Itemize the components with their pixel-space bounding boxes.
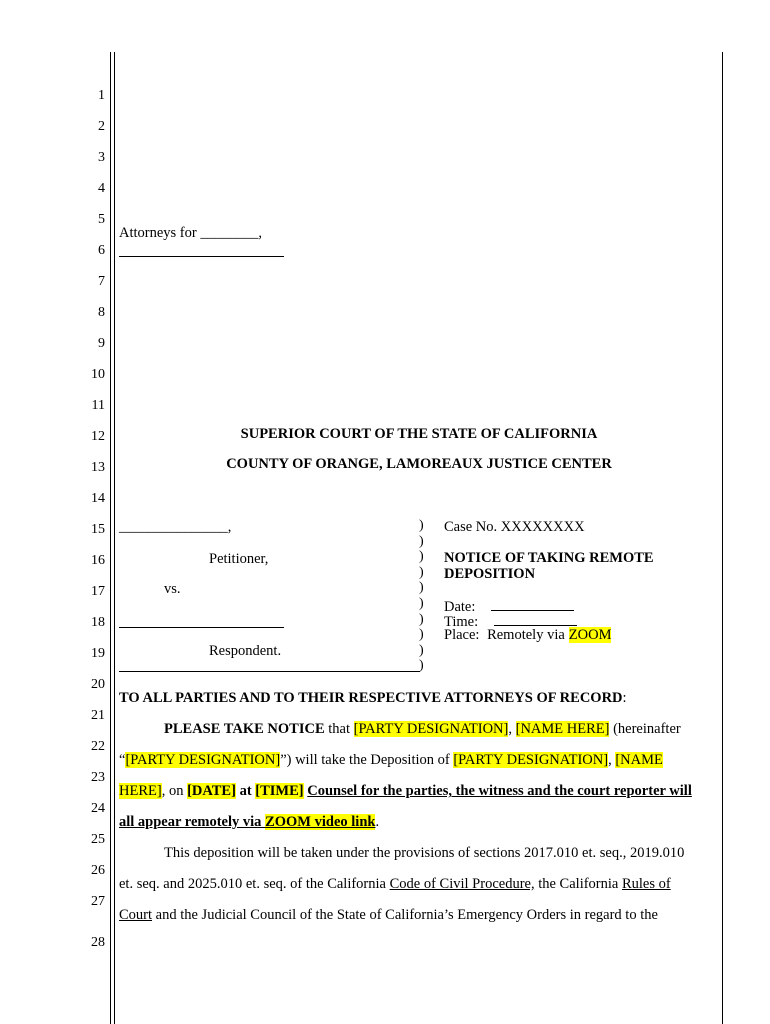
line-number: 25 xyxy=(91,832,105,847)
line-number: 8 xyxy=(98,305,105,320)
paren: ) xyxy=(419,611,424,627)
court-title: SUPERIOR COURT OF THE STATE OF CALIFORNIA xyxy=(240,426,598,442)
caption-parentheses xyxy=(419,518,429,674)
line-number: 4 xyxy=(98,181,105,196)
attorneys-for-line: Attorneys for ________, xyxy=(119,225,262,241)
line-number: 28 xyxy=(91,935,105,950)
para2-text-a: et. seq. and 2025.010 et. seq. of the California xyxy=(119,876,390,892)
line-number: 15 xyxy=(91,522,105,537)
text-on: , on xyxy=(161,783,188,799)
line-number: 2 xyxy=(98,119,105,134)
rules-of: Rules of xyxy=(621,876,671,892)
para2-text-c: and the Judicial Council of the State of California’s Emergency Orders in regard to the xyxy=(152,907,658,923)
line-number: 21 xyxy=(91,708,105,723)
line-number: 16 xyxy=(91,553,105,568)
open-quote: “ xyxy=(119,752,126,768)
line-number: 3 xyxy=(98,150,105,165)
line-number: 5 xyxy=(98,212,105,227)
line-number: 18 xyxy=(91,615,105,630)
place-value: Remotely via xyxy=(487,627,565,643)
body-line-21 xyxy=(164,721,681,738)
line-number: 19 xyxy=(91,646,105,661)
line-number: 14 xyxy=(91,491,105,506)
party-designation-highlight: [PARTY DESIGNATION] xyxy=(453,752,609,768)
paren: ) xyxy=(419,518,424,533)
comma: , xyxy=(608,752,612,768)
line-number: 10 xyxy=(91,367,105,382)
date-blank xyxy=(491,597,574,611)
respondent-label: Respondent. xyxy=(209,643,282,659)
to-all-colon: : xyxy=(622,690,627,706)
left-margin-rule-inner xyxy=(114,52,115,1024)
text-that: that xyxy=(324,721,354,737)
party-designation-highlight: [PARTY DESIGNATION] xyxy=(125,752,281,768)
signature-underline xyxy=(119,256,284,257)
body-line-22 xyxy=(119,752,663,769)
paren: ) xyxy=(419,642,424,658)
zoom-video-link: ZOOM video link xyxy=(265,814,376,830)
notice-title-line-2: DEPOSITION xyxy=(444,566,536,582)
comma: , xyxy=(508,721,512,737)
line-number: 7 xyxy=(98,274,105,289)
line-number: 12 xyxy=(91,429,105,444)
court-county: COUNTY OF ORANGE, LAMOREAUX JUSTICE CENTER xyxy=(226,456,612,472)
line-number: 6 xyxy=(98,243,105,258)
court-word: Court xyxy=(119,907,153,923)
place-label: Place: xyxy=(444,627,480,643)
notice-title-line-1: NOTICE OF TAKING REMOTE xyxy=(444,550,654,566)
date-label: Date: xyxy=(444,599,476,615)
body-line-23 xyxy=(119,783,692,800)
date-highlight: [DATE] xyxy=(187,783,236,799)
line-number: 24 xyxy=(91,801,105,816)
paren: ) xyxy=(419,595,424,611)
place-zoom: ZOOM xyxy=(568,627,612,643)
time-highlight: [TIME] xyxy=(255,783,304,799)
vs-label: vs. xyxy=(164,581,181,597)
line-number: 26 xyxy=(91,863,105,878)
body-line-25: This deposition will be taken under the provisions of sections 2017.010 et. seq., 2019.010 xyxy=(164,845,685,861)
to-all-parties-heading xyxy=(119,690,627,707)
paren: ) xyxy=(419,533,424,549)
time-label: Time: xyxy=(444,614,479,630)
paren: ) xyxy=(419,549,424,565)
name-here-highlight-end: HERE] xyxy=(119,783,162,799)
left-margin-rule-outer xyxy=(110,52,111,1024)
text-at: at xyxy=(235,783,256,799)
petitioner-blank: _______________, xyxy=(119,519,232,535)
name-here-highlight: [NAME HERE] xyxy=(515,721,610,737)
paren: ) xyxy=(419,627,424,643)
caption-bottom-rule xyxy=(119,671,420,672)
name-here-highlight-start: [NAME xyxy=(615,752,663,768)
body-line-24 xyxy=(119,814,379,831)
remote-prefix: all appear remotely via xyxy=(119,814,266,830)
body-line-27 xyxy=(119,907,658,924)
code-civil-procedure: Code of Civil Procedure, xyxy=(389,876,535,892)
line-number: 23 xyxy=(91,770,105,785)
respondent-blank xyxy=(119,627,284,628)
line-number: 13 xyxy=(91,460,105,475)
line-number: 17 xyxy=(91,584,105,599)
line-number: 22 xyxy=(91,739,105,754)
period: . xyxy=(375,814,380,830)
line-number: 20 xyxy=(91,677,105,692)
place-field xyxy=(444,627,611,644)
time-blank xyxy=(494,612,577,626)
para2-text-b: the California xyxy=(534,876,622,892)
paren: ) xyxy=(419,658,424,674)
please-take-notice: PLEASE TAKE NOTICE xyxy=(164,721,325,737)
line-number: 27 xyxy=(91,894,105,909)
right-margin-rule xyxy=(722,52,723,1024)
petitioner-label: Petitioner, xyxy=(209,551,269,567)
case-number: Case No. XXXXXXXX xyxy=(444,519,585,535)
counsel-statement: Counsel for the parties, the witness and the court reporter will xyxy=(307,783,692,799)
to-all-text: TO ALL PARTIES AND TO THEIR RESPECTIVE ATTORNEYS OF RECORD xyxy=(119,690,623,706)
paren: ) xyxy=(419,580,424,596)
line-number: 9 xyxy=(98,336,105,351)
text-will-take: ”) will take the Deposition of xyxy=(280,752,454,768)
text-hereinafter: (hereinafter xyxy=(609,721,681,737)
line-number: 1 xyxy=(98,88,105,103)
party-designation-highlight: [PARTY DESIGNATION] xyxy=(353,721,509,737)
paren: ) xyxy=(419,564,424,580)
body-line-26 xyxy=(119,876,671,893)
line-number: 11 xyxy=(91,398,105,413)
